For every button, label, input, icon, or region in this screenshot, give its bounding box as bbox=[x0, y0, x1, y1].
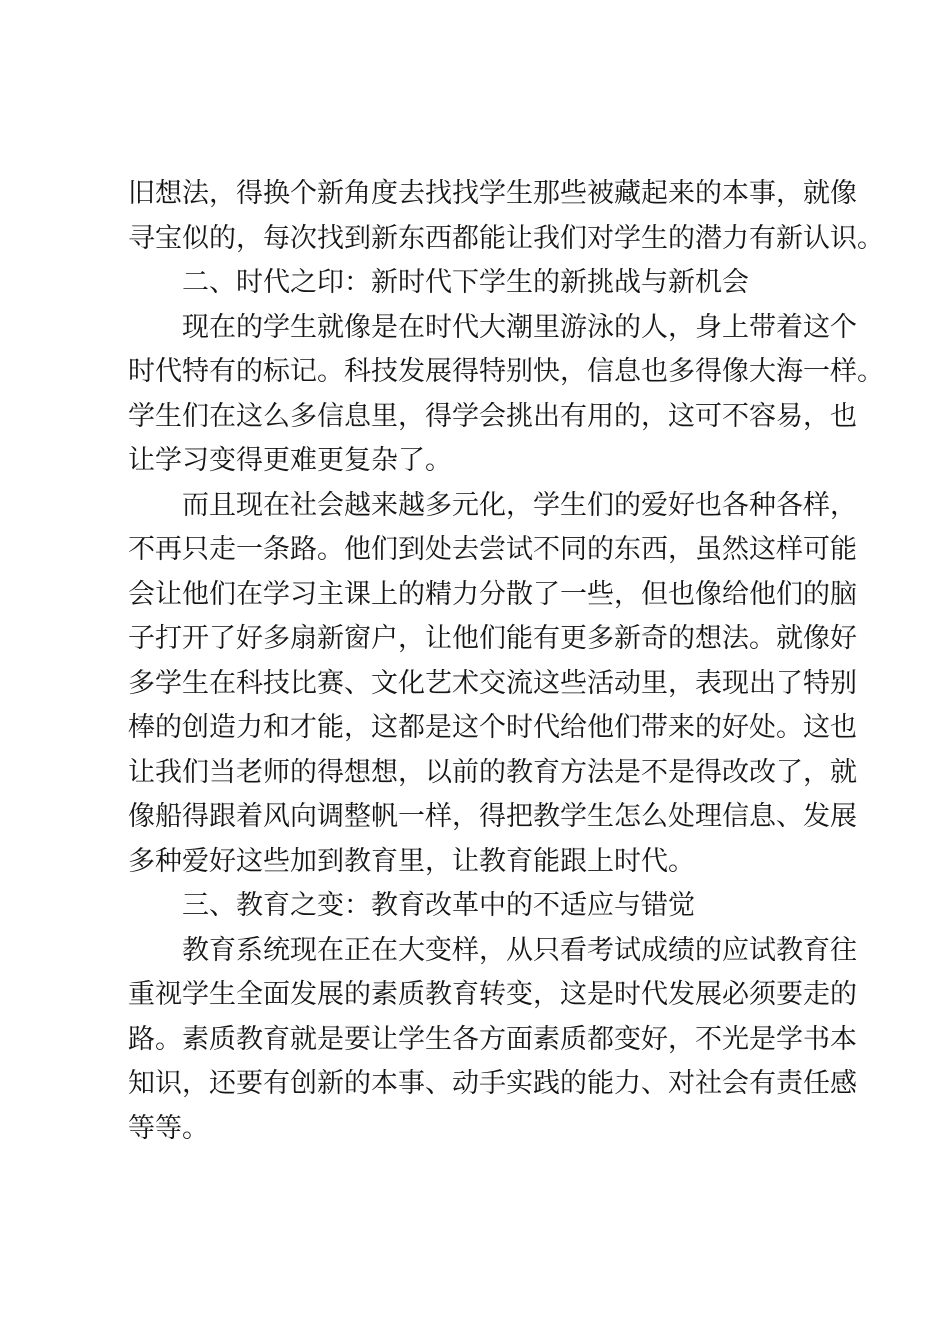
text-line: 像船得跟着风向调整帆一样，得把教学生怎么处理信息、发展 bbox=[128, 801, 857, 832]
text-line: 多种爱好这些加到教育里，让教育能跟上时代。 bbox=[128, 845, 695, 877]
text-line: 让学习变得更难更复杂了。 bbox=[128, 445, 452, 476]
text-line: 现在的学生就像是在时代大潮里游泳的人，身上带着这个 bbox=[182, 311, 857, 343]
section-heading-3 bbox=[128, 884, 840, 929]
paragraph-diversity bbox=[128, 484, 857, 885]
text-line: 子打开了好多扇新窗户，让他们能有更多新奇的想法。就像好 bbox=[128, 623, 857, 654]
text-line: 棒的创造力和才能，这都是这个时代给他们带来的好处。这也 bbox=[128, 712, 857, 743]
text-line: 不再只走一条路。他们到处去尝试不同的东西，虽然这样可能 bbox=[128, 534, 857, 565]
text-line: 知识，还要有创新的本事、动手实践的能力、对社会有责任感 bbox=[128, 1068, 857, 1099]
heading-line: 二、时代之印：新时代下学生的新挑战与新机会 bbox=[182, 267, 749, 298]
text-line: 教育系统现在正在大变样，从只看考试成绩的应试教育往 bbox=[182, 934, 857, 966]
text-line: 等等。 bbox=[128, 1112, 209, 1144]
text-line: 学生们在这么多信息里，得学会挑出有用的，这可不容易，也 bbox=[128, 400, 857, 432]
text-line: 重视学生全面发展的素质教育转变，这是时代发展必须要走的 bbox=[128, 979, 857, 1010]
text-line: 而且现在社会越来越多元化，学生们的爱好也各种各样， bbox=[182, 489, 857, 521]
section-heading-2 bbox=[128, 261, 840, 306]
document-body bbox=[128, 172, 884, 1151]
paragraph-continuation bbox=[128, 172, 884, 261]
text-line: 让我们当老师的得想想，以前的教育方法是不是得改改了，就 bbox=[128, 756, 857, 788]
text-line: 旧想法，得换个新角度去找找学生那些被藏起来的本事，就像 bbox=[128, 178, 857, 209]
paragraph-education-reform bbox=[128, 929, 857, 1152]
text-line: 会让他们在学习主课上的精力分散了一些，但也像给他们的脑 bbox=[128, 578, 857, 610]
text-line: 路。素质教育就是要让学生各方面素质都变好，不光是学书本 bbox=[128, 1023, 857, 1055]
text-line: 寻宝似的，每次找到新东西都能让我们对学生的潜力有新认识。 bbox=[128, 222, 884, 254]
text-line: 多学生在科技比赛、文化艺术交流这些活动里，表现出了特别 bbox=[128, 667, 857, 699]
paragraph-era-marks bbox=[128, 306, 884, 484]
text-line: 时代特有的标记。科技发展得特别快，信息也多得像大海一样。 bbox=[128, 356, 884, 387]
heading-line: 三、教育之变：教育改革中的不适应与错觉 bbox=[182, 890, 695, 921]
